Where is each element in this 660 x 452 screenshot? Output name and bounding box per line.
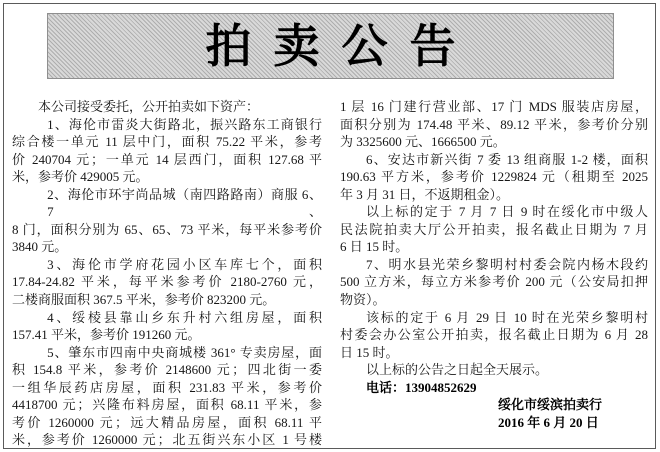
item-2-line: 3840 元。 xyxy=(12,239,68,255)
title-banner xyxy=(47,13,614,79)
item-7-line: 500 立方米，每立方米参考价 200 元（公安局扣押 xyxy=(340,274,648,290)
item-3-line: 17.84-24.82 平米，每平米参考价 2180-2760 元， xyxy=(12,274,322,290)
item-7-line: 物资）。 xyxy=(340,292,386,308)
item-7 xyxy=(340,256,648,309)
item-1-line: 米，参考价 429005 元。 xyxy=(12,169,149,185)
item-5-line: 为 3325600 元、1666500 元。 xyxy=(340,134,506,150)
schedule-2-line: 日 15 时。 xyxy=(340,344,399,360)
phone-number: 电话：13904852629 xyxy=(366,379,477,395)
item-5-line: 米，参考价 1260000 元；北五街兴东小区 1 号楼 xyxy=(12,432,322,448)
notice-title: 拍卖公告 xyxy=(205,19,478,73)
schedule-2-line: 该标的定于 6 月 29 日 10 时在光荣乡黎明村 xyxy=(366,309,648,325)
right-column xyxy=(340,98,648,431)
item-4 xyxy=(12,309,322,344)
item-2 xyxy=(12,186,322,256)
left-column xyxy=(12,98,322,449)
notice-date: 2016 年 6 月 20 日 xyxy=(498,414,599,430)
item-5-line: 面积分别为 174.48 平米、89.12 平米，参考价分别 xyxy=(340,116,648,132)
item-5-line: 考价 1260000 元；远大精品房屋，面积 68.11 平 xyxy=(12,414,322,430)
item-1-line: 综合楼一单元 11 层中门，面积 75.22 平米，参考 xyxy=(12,134,322,150)
auction-schedule-1 xyxy=(340,203,648,256)
item-5-continued xyxy=(340,98,648,151)
item-6 xyxy=(340,151,648,204)
item-1 xyxy=(12,116,322,186)
item-4-line: 157.41 平米，参考价 191260 元。 xyxy=(12,327,201,343)
item-7-line: 7、明水县光荣乡黎明村村委会院内杨木段约 xyxy=(366,256,648,272)
schedule-2-line: 村委会办公室公开拍卖，报名截止日期为 6 月 28 xyxy=(340,327,648,343)
item-6-line: 6、安达市新兴街 7 委 13 组商服 1-2 楼，面积 xyxy=(366,151,648,167)
item-6-line: 年 3 月 31 日，不返期租金）。 xyxy=(340,186,510,202)
schedule-1-line: 6 日 15 时。 xyxy=(340,239,409,255)
auction-schedule-2 xyxy=(340,309,648,362)
intro-line: 本公司接受委托，公开拍卖如下资产： xyxy=(38,99,260,114)
item-1-line: 1、海伦市雷炎大街路北，振兴路东工商银行 xyxy=(47,116,322,132)
item-5 xyxy=(12,344,322,449)
schedule-1-line: 民法院拍卖大厅公开拍卖，报名截止日期为 7 月 xyxy=(340,221,648,237)
item-2-line: 2、海伦市环宇尚品城（南四路路南）商服 6、7、 xyxy=(47,186,322,220)
item-5-line: 积 154.8 平米，参考价 2148600 元；四北街一委 xyxy=(12,362,322,378)
auctioneer-name: 绥化市绥滨拍卖行 xyxy=(498,397,603,413)
display-note: 以上标的公告之日起全天展示。 xyxy=(366,362,549,378)
item-3-line: 二楼商服面积 367.5 平米，参考价 823200 元。 xyxy=(12,292,276,308)
item-5-line: 5、肇东市四南中央商城楼 361° 专卖房屋，面 xyxy=(47,344,322,360)
item-1-line: 价 240704 元；一单元 14 层西门，面积 127.68 平 xyxy=(12,151,322,167)
item-3-line: 3、海伦市学府花园小区车库七个，面积 xyxy=(47,256,322,272)
item-5-line: 4418700 元；兴隆布料房屋，面积 68.11 平米，参 xyxy=(12,397,322,413)
schedule-1-line: 以上标的定于 7 月 7 日 9 时在绥化市中级人 xyxy=(366,204,648,220)
item-4-line: 4、绥棱县靠山乡东升村六组房屋，面积 xyxy=(47,309,322,325)
item-5-line: 1 层 16 门建行营业部、17 门 MDS 服装店房屋， xyxy=(340,99,648,114)
item-6-line: 190.63 平方米，参考价 1229824 元（租期至 2025 xyxy=(340,169,648,185)
item-3 xyxy=(12,256,322,309)
item-5-line: 一组华辰药店房屋，面积 231.83 平米，参考价 xyxy=(12,379,322,395)
item-2-line: 8 门，面积分别为 65、65、73 平米，每平米参考价 xyxy=(12,221,322,237)
